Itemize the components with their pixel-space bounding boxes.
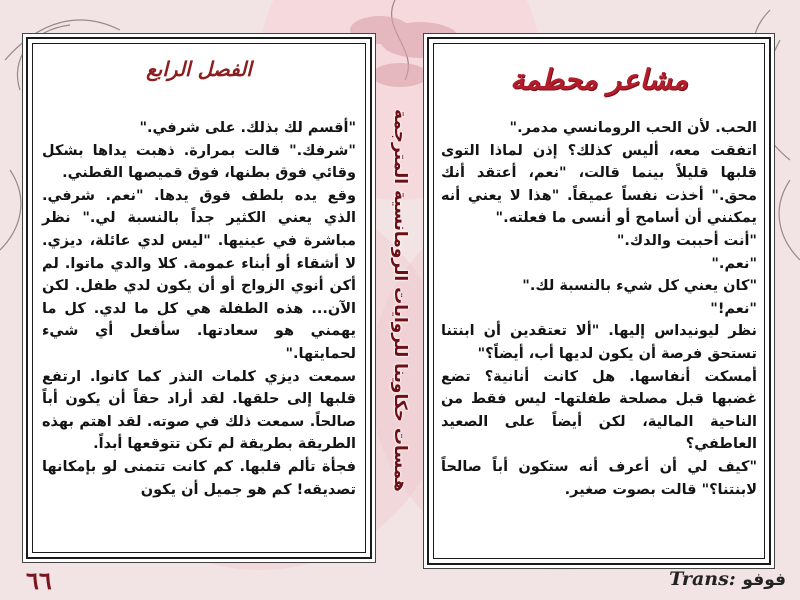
vertical-caption bbox=[373, 40, 427, 560]
left-page-body bbox=[42, 117, 356, 501]
paragraph: "أنت أحببت والدك." bbox=[616, 232, 757, 249]
paragraph: "كيف لي أن أعرف أنه ستكون أباً صالحاً لابنتنا؟" قالت بصوت صغير. bbox=[441, 458, 757, 498]
page-number: ٦٦ bbox=[26, 566, 52, 595]
left-page-panel bbox=[26, 37, 372, 559]
paragraph: اتفقت معه، أليس كذلك؟ إذن لماذا التوى قلبها قليلاً بينما قالت، "نعم، أعتقد أنك محق." أخذت نفساً عميقاً. "هذا لا يعني أنه يمكنني أن أسامح أو أنسى ما فعلته." bbox=[441, 142, 757, 227]
paragraph: "نعم." bbox=[711, 255, 757, 272]
right-page-panel bbox=[427, 37, 771, 565]
paragraph: الحب. لأن الحب الرومانسي مدمر." bbox=[509, 120, 757, 136]
chapter-title: الفصل الرابع bbox=[146, 57, 252, 81]
vertical-caption-text: همسات حكاوينا للروايات الرومانسية المترجمة bbox=[390, 108, 410, 492]
paragraph: سمعت ديزي كلمات النذر كما كانوا. ارتفع قلبها إلى حلقها. لقد أراد حقاً أن يكون أباً صالحاً. سمعت ذلك في صوته. لقد اهتم بهذه الطريقة بطريقة لم تكن تتوقعها أبداً. bbox=[42, 368, 356, 453]
paragraph: "نعم!" bbox=[710, 300, 757, 317]
paragraph: "كان يعني كل شيء بالنسبة لك." bbox=[522, 278, 757, 295]
paragraph: فجأة تألم قلبها. كم كانت تتمنى لو بإمكانها تصديقه! كم هو جميل أن يكون bbox=[42, 458, 356, 498]
translator-prefix: Trans: bbox=[669, 568, 736, 590]
right-page-body bbox=[441, 117, 757, 501]
paragraph: نظر ليونيداس إليها. "ألا تعتقدين أن ابنتنا تستحق فرصة أن يكون لديها أب، أيضاً؟" bbox=[441, 323, 757, 362]
paragraph: "أقسم لك بذلك. على شرفي." bbox=[139, 120, 356, 136]
paragraph: "شرفك." قالت بمرارة. ذهبت يداها بشكل وقائي فوق بطنها، فوق قميصها القطني. bbox=[42, 142, 356, 182]
paragraph: وقع يده بلطف فوق يدها. "نعم. شرفي. الذي يعني الكثير جداً بالنسبة لي." نظر مباشرة في عينيها. "ليس لدي عائلة، ديزي. لا أشقاء أو أبناء عمومة. كلا والدي ماتوا. لم أكن أنوي الزواج أو أن يكون لدي طفل. لكن الآن... هذه الطفلة هي كل ما لدي. كل ما يهمني هو سعادتها. سأفعل أي شيء لحمايتها." bbox=[42, 187, 356, 362]
book-title: مشاعر محطمة bbox=[510, 63, 688, 96]
translator-credit bbox=[669, 568, 786, 590]
paragraph: أمسكت أنفاسها. هل كانت أنانية؟ تضع غضبها قبل مصلحة طفلتها- ليس فقط من الناحية المالية، لكن أيضاً على الصعيد العاطفي؟ bbox=[441, 368, 757, 453]
translator-name: فوفو bbox=[742, 570, 786, 590]
